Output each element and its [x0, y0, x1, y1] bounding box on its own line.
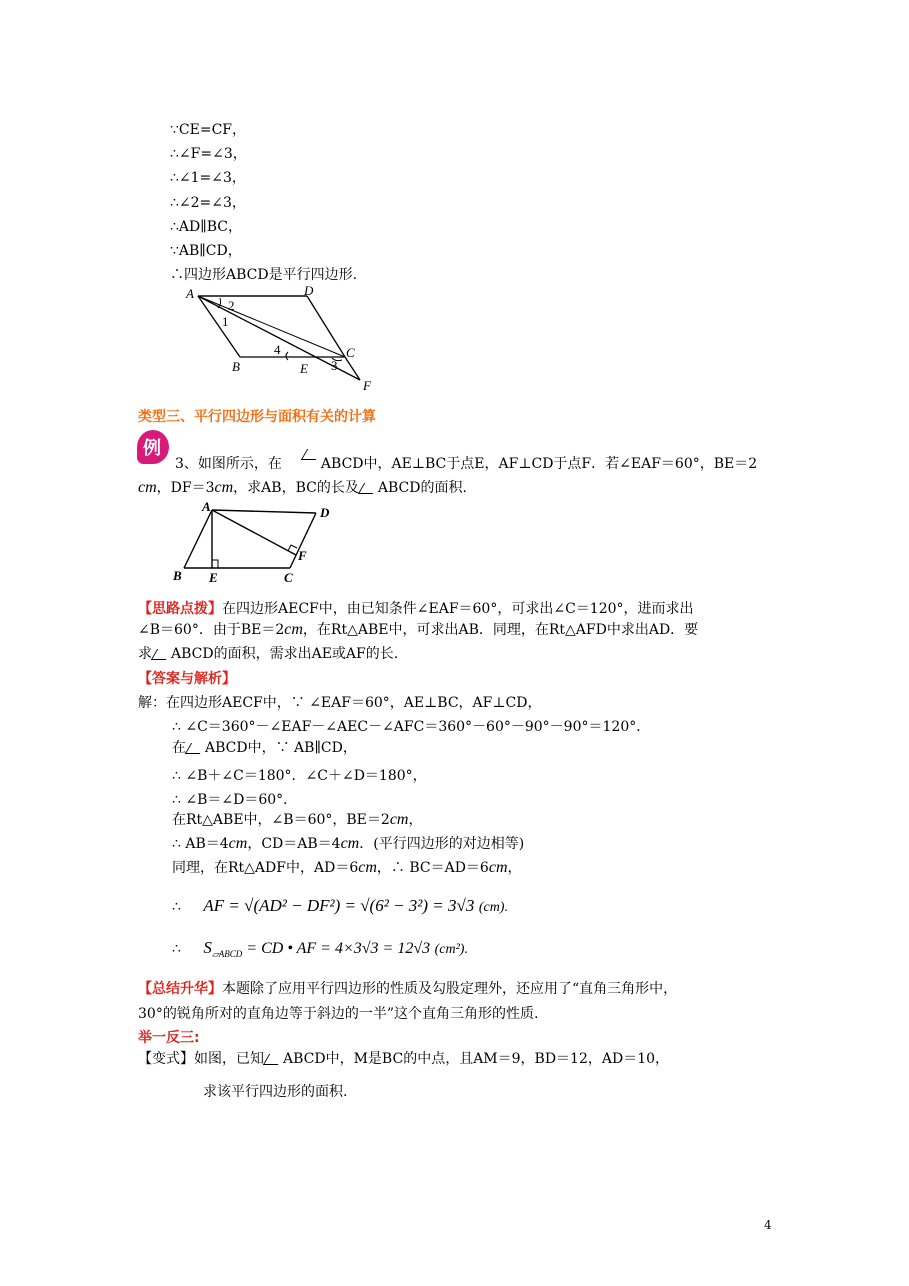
practice-label: 举一反三: — [138, 1030, 200, 1046]
answer-line-10 — [172, 934, 468, 962]
therefore-symbol: ∴ — [172, 899, 181, 915]
hint-line-2 — [138, 621, 698, 639]
figure-parallelogram-1 — [180, 280, 380, 395]
unit-cm: cm — [138, 479, 157, 496]
answer-label: 【答案与解析】 — [138, 671, 236, 687]
area-symbol: S — [203, 938, 212, 957]
parallelogram-symbol — [358, 483, 379, 494]
area-unit: (cm²). — [434, 942, 468, 957]
proof-line-2: ∴∠F=∠3， — [170, 146, 247, 162]
therefore-symbol: ∴ — [172, 941, 181, 957]
proof-line-5: ∴AD∥BC， — [170, 219, 242, 235]
answer-7a: ∴ AB＝4 — [172, 836, 229, 852]
unit-cm: cm — [228, 835, 248, 852]
af-unit: (cm). — [478, 900, 508, 915]
fig1-label-E: E — [300, 361, 308, 376]
answer-3a: 在 — [172, 740, 186, 756]
answer-line-6 — [172, 811, 422, 829]
figure-parallelogram-2 — [168, 498, 348, 588]
area-subscript: ▱ABCD — [211, 948, 243, 959]
answer-line-5: ∴ ∠B＝∠D＝60°． — [172, 792, 298, 808]
unit-cm: cm — [284, 621, 303, 638]
answer-line-9 — [172, 892, 508, 920]
page-number: 4 — [764, 1218, 772, 1232]
ex3-part-c: ，DF＝3 — [156, 480, 215, 496]
section-title: 类型三、平行四边形与面积有关的计算 — [138, 409, 376, 425]
unit-cm: cm — [389, 811, 409, 828]
summary-label: 【总结升华】 — [138, 981, 222, 997]
answer-line-1: 解：在四边形AECF中，∵ ∠EAF＝60°，AE⊥BC，AF⊥CD， — [138, 695, 542, 711]
answer-line-4: ∴ ∠B＋∠C＝180°．∠C＋∠D＝180°， — [172, 768, 427, 784]
parallelogram-symbol — [301, 449, 322, 460]
answer-6b: ， — [408, 812, 423, 828]
answer-8b: ，∴ BC＝AD＝6 — [376, 860, 489, 876]
variant-text-1b: ABCD中，M是BC的中点，且AM＝9，BD＝12，AD＝10， — [283, 1051, 670, 1067]
fig1-label-B: B — [232, 359, 240, 374]
area-formula: = CD • AF = 4×3√3 = 12√3 — [242, 940, 431, 957]
ex3-part-e: ABCD的面积. — [377, 480, 467, 496]
fig2-label-C: C — [284, 570, 293, 585]
ex3-part-a: 3、如图所示，在 — [175, 456, 282, 472]
unit-cm: cm — [340, 835, 360, 852]
example-badge-text: 例 — [143, 438, 161, 459]
proof-line-7: ∴四边形ABCD是平行四边形. — [170, 267, 358, 283]
summary-line-1 — [138, 980, 677, 998]
example-3-line-1 — [175, 455, 757, 473]
parallelogram-symbol — [185, 743, 206, 754]
fig1-label-1: 1 — [222, 314, 229, 329]
unit-cm: cm — [214, 479, 234, 496]
ex3-part-b: ABCD中，AE⊥BC于点E，AF⊥CD于点F．若∠EAF＝60°，BE＝2 — [320, 456, 758, 472]
variant-line-2: 求该平行四边形的面积. — [203, 1084, 348, 1100]
answer-line-7 — [172, 835, 524, 853]
hint-text-2b: ，在Rt△ABE中，可求出AB．同理，在Rt△AFD中求出AD．要 — [302, 622, 699, 638]
hint-text-2a: ∠B＝60°．由于BE＝2 — [138, 622, 285, 638]
fig2-label-D: D — [320, 505, 330, 520]
variant-label: 【变式】 — [138, 1051, 194, 1067]
proof-line-4: ∴∠2=∠3， — [170, 195, 246, 211]
fig1-label-F: F — [363, 378, 371, 393]
unit-cm: cm — [358, 859, 377, 876]
fig2-label-F: F — [298, 548, 307, 563]
answer-line-2: ∴ ∠C＝360°－∠EAF－∠AEC－∠AFC＝360°－60°－90°－90°＝120°． — [172, 719, 651, 735]
hint-text-1: 在四边形AECF中，由已知条件∠EAF＝60°，可求出∠C＝120°，进而求出 — [222, 601, 694, 617]
ex3-part-d: ，求AB，BC的长及 — [233, 480, 359, 496]
unit-cm: cm — [488, 859, 508, 876]
summary-line-2: 30°的锐角所对的直角边等于斜边的一半”这个直角三角形的性质. — [138, 1006, 539, 1022]
answer-6a: 在Rt△ABE中，∠B＝60°，BE＝2 — [172, 812, 390, 828]
example-3-line-2 — [138, 479, 467, 497]
answer-8c: ， — [507, 860, 522, 876]
hint-label: 【思路点拨】 — [138, 601, 222, 617]
parallelogram-symbol — [151, 649, 172, 660]
fig1-label-4: 4 — [274, 342, 281, 357]
example-badge — [137, 430, 169, 464]
variant-line-1 — [138, 1050, 669, 1068]
hint-line-1 — [138, 600, 694, 618]
answer-3b: ABCD中，∵ AB∥CD， — [205, 740, 357, 756]
variant-text-1a: 如图，已知 — [194, 1051, 264, 1067]
fig1-label-C: C — [346, 345, 355, 360]
fig1-label-D: D — [304, 283, 314, 298]
fig1-label-2: 2 — [228, 298, 235, 313]
fig2-label-E: E — [209, 570, 218, 585]
hint-line-3 — [138, 645, 398, 663]
hint-text-3b: ABCD的面积，需求出AE或AF的长. — [171, 646, 399, 662]
answer-line-3 — [172, 739, 357, 757]
fig1-label-3: 3 — [331, 358, 338, 373]
answer-7b: ，CD＝AB＝4 — [247, 836, 341, 852]
fig1-label-A: A — [186, 286, 194, 301]
af-formula: AF = √(AD² − DF²) = √(6² − 3²) = 3√3 — [203, 896, 475, 915]
answer-8a: 同理，在Rt△ADF中，AD＝6 — [172, 860, 359, 876]
hint-text-3a: 求 — [138, 646, 152, 662]
parallelogram-symbol — [263, 1054, 284, 1065]
fig2-label-A: A — [202, 499, 211, 514]
proof-line-1: ∵CE=CF， — [170, 122, 246, 138]
summary-text-1: 本题除了应用平行四边形的性质及勾股定理外，还应用了“直角三角形中， — [222, 981, 678, 997]
proof-line-3: ∴∠1=∠3， — [170, 170, 246, 186]
proof-line-6: ∵AB∥CD， — [170, 243, 242, 259]
answer-7c: ．(平行四边形的对边相等) — [359, 836, 525, 852]
answer-line-8 — [172, 859, 522, 877]
fig2-label-B: B — [173, 568, 182, 583]
